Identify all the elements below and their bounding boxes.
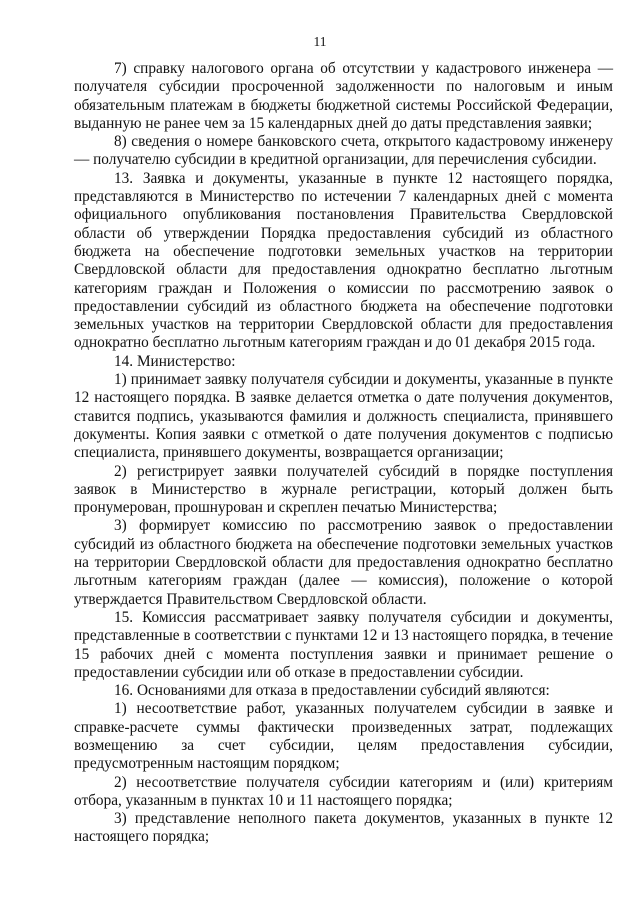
paragraph-clause-16-item-3: 3) представление неполного пакета документов, указанных в пункте 12 настоящего порядка; — [74, 810, 613, 846]
paragraph-clause-14: 14. Министерство: — [114, 352, 236, 370]
paragraph-clause-14-item-3: 3) формирует комиссию по рассмотрению заявок о предоставлении субсидий из областного бюджета на обеспечение подготовки земельных участков на территории Свердловской области для предоставления однократно бесплатно льготным категориям граждан (далее — комиссия), положение о которой утверждается Правительством Свердловской области. — [74, 517, 613, 608]
paragraph-item-8: 8) сведения о номере банковского счета, открытого кадастровому инженеру — получателю субсидии в кредитной организации, для перечисления субсидии. — [74, 133, 613, 169]
paragraph-clause-16: 16. Основаниями для отказа в предоставлении субсидий являются: — [114, 682, 550, 700]
document-body — [74, 60, 613, 847]
paragraph-clause-15: 15. Комиссия рассматривает заявку получателя субсидии и документы, представленные в соответствии с пунктами 12 и 13 настоящего порядка, в течение 15 рабочих дней с момента поступления заявки и принимает решение о предоставлении субсидии или об отказе в предоставлении субсидии. — [74, 608, 613, 681]
paragraph-clause-14-item-2: 2) регистрирует заявки получателей субсидий в порядке поступления заявок в Министерство в журнале регистрации, который должен быть пронумерован, прошнурован и скреплен печатью Министерства; — [74, 462, 613, 517]
paragraph-clause-16-item-1: 1) несоответствие работ, указанных получателем субсидии в заявке и справке-расчете суммы фактически произведенных затрат, подлежащих возмещению за счет субсидии, целям предоставления субсидии, предусмотренным настоящим порядком; — [74, 700, 613, 773]
page-number: 11 — [313, 34, 327, 49]
paragraph-item-7: 7) справку налогового органа об отсутствии у кадастрового инженера — получателя субсидии просроченной задолженности по налоговым и иным обязательным платежам в бюджеты бюджетной системы Российской Федерации, выданную не ранее чем за 15 календарных дней до даты представления заявки; — [74, 60, 613, 132]
paragraph-clause-16-item-2: 2) несоответствие получателя субсидии категориям и (или) критериям отбора, указанным в пунктах 10 и 11 настоящего порядка; — [74, 773, 613, 809]
paragraph-clause-14-item-1: 1) принимает заявку получателя субсидии и документы, указанные в пункте 12 настоящего порядка. В заявке делается отметка о дате получения документов, ставится подпись, указываются фамилия и должность специалиста, принявшего документы. Копия заявки с отметкой о дате получения документов с подписью специалиста, принявшего документы, возвращается организации; — [74, 371, 613, 462]
paragraph-clause-13: 13. Заявка и документы, указанные в пункте 12 настоящего порядка, представляются в Министерство по истечении 7 календарных дней с момента официального опубликования постановления Правительства Свердловской области об утверждении Порядка предоставления субсидий из областного бюджета на обеспечение подготовки земельных участков на территории Свердловской области для предоставления однократно бесплатно льготным категориям граждан и Положения о комиссии по рассмотрению заявок о предоставлении субсидий из областного бюджета на обеспечение подготовки земельных участков на территории Свердловской области для предоставления однократно бесплатно льготным категориям граждан и до 01 декабря 2015 года. — [74, 169, 613, 352]
